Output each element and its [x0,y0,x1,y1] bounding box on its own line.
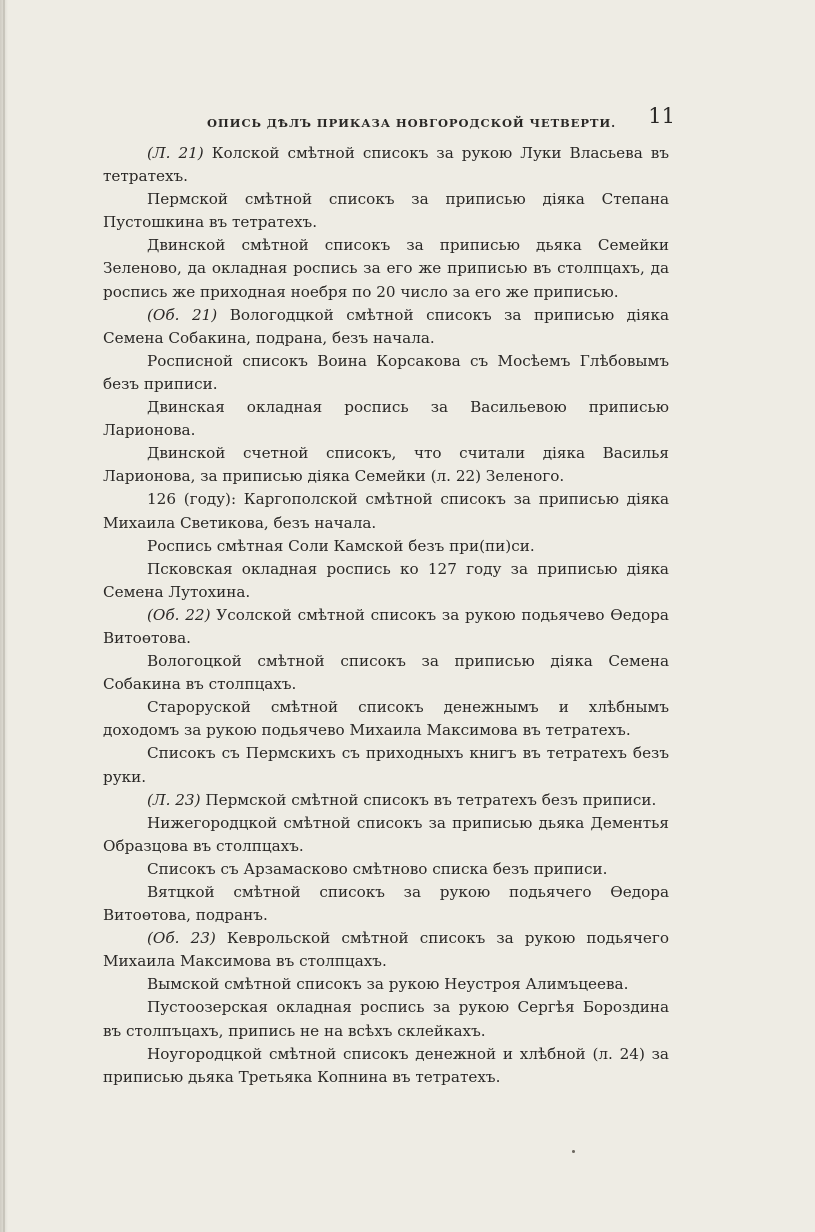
folio-reference: (Л. 23) [147,790,201,809]
entry-text: Нижегородцкой смѣтной списокъ за приписью дьяка Дементья Образцова въ столпцахъ. [103,813,669,855]
entry-text: Роспись смѣтная Соли Камской безъ при(пи)си. [147,536,535,555]
entry [103,858,669,881]
entry [103,789,669,812]
binding-fold [3,0,5,1232]
entry-text: Двинская окладная роспись за Васильевою приписью Ларионова. [103,398,669,440]
entry-text: Ноугородцкой смѣтной списокъ денежной и хлѣбной (л. 24) за приписью дьяка Третьяка Копнина въ тетратехъ. [103,1044,669,1086]
entry [103,604,669,650]
entry-text: Старорускoй смѣтной списокъ денежнымъ и хлѣбнымъ доходомъ за рукою подьячево Михаила Максимова въ тетратехъ. [103,698,669,740]
entry [103,881,669,927]
folio-reference: (Об. 21) [147,305,218,324]
entry-text: Двинской счетной списокъ, что считали дiяка Василья Ларионова, за приписью дiяка Семейки (л. 22) Зеленого. [103,444,669,486]
entry [103,996,669,1042]
ink-speck [572,1150,575,1153]
entry [103,696,669,742]
entry-text: Вологодцкой смѣтной списокъ за приписью дiяка Семена Собакина, подрана, безъ начала. [103,305,669,347]
entry [103,188,669,234]
entry-text: Двинской смѣтной списокъ за приписью дьяка Семейки Зеленово, да окладная роспись за его же приписью въ столпцахъ, да роспись же приходная ноебря по 20 число за его же приписью. [103,236,669,301]
entry [103,742,669,788]
folio-reference: (Об. 23) [147,929,216,948]
entry-text: Псковская окладная роспись ко 127 году за приписью дiяка Семена Лутохина. [103,559,669,601]
running-title: ОПИСЬ ДѢЛЪ ПРИКАЗА НОВГОРОДСКОЙ ЧЕТВЕРТИ. [207,116,617,130]
entry [103,535,669,558]
entry-text: Колской смѣтной списокъ за рукою Луки Власьева въ тетратехъ. [103,144,669,186]
entry [103,142,669,188]
entry-text: Усолской смѣтной списокъ за рукою подьячево Өедора Витоөтова. [103,605,669,647]
entry [103,973,669,996]
entry-text: 126 (году): Каргополской смѣтной списокъ за приписью дiяка Михаила Светикова, безъ начала. [103,490,669,532]
entry [103,304,669,350]
entry [103,927,669,973]
entry [103,558,669,604]
page-number: 11 [648,104,675,128]
folio-reference: (Л. 21) [147,144,204,162]
entry [103,488,669,534]
folio-reference: (Об. 22) [147,605,211,624]
entry-text: Вологоцкой смѣтной списокъ за приписью дiяка Семена Собакина въ столпцахъ. [103,652,669,694]
entry [103,234,669,303]
entry-text: Пермской смѣтной списокъ за приписью дiяка Степана Пустошкина въ тетратехъ. [103,190,669,232]
entry [103,442,669,488]
entry-text: Пустоозерская окладная роспись за рукою Сергѣя Бороздина въ столпъцахъ, припись не на всѣхъ склейкахъ. [103,998,669,1040]
entry-text: Пермской смѣтной списокъ въ тетратехъ безъ приписи. [200,790,657,809]
entry [103,396,669,442]
entry [103,650,669,696]
entry-text: Росписной списокъ Воина Корсакова съ Мосѣемъ Глѣбовымъ безъ приписи. [103,351,669,393]
inventory-text [103,142,669,1089]
page-header [105,100,675,140]
entry-text: Вымской смѣтной списокъ за рукою Неустроя Алимъцеева. [147,975,629,994]
entry-text: Списокъ съ Арзамасково смѣтново списка безъ приписи. [147,859,608,878]
entry-text: Кеврольской смѣтной списокъ за рукою подьячего Михаила Максимова въ столпцахъ. [103,929,669,971]
entry [103,812,669,858]
entry [103,1043,669,1089]
entry-text: Вятцкой смѣтной списокъ за рукою подьячего Өедора Витоөтова, подранъ. [103,883,669,925]
entry [103,350,669,396]
entry-text: Списокъ съ Пермскихъ съ приходныхъ книгъ въ тетратехъ безъ руки. [103,744,669,786]
